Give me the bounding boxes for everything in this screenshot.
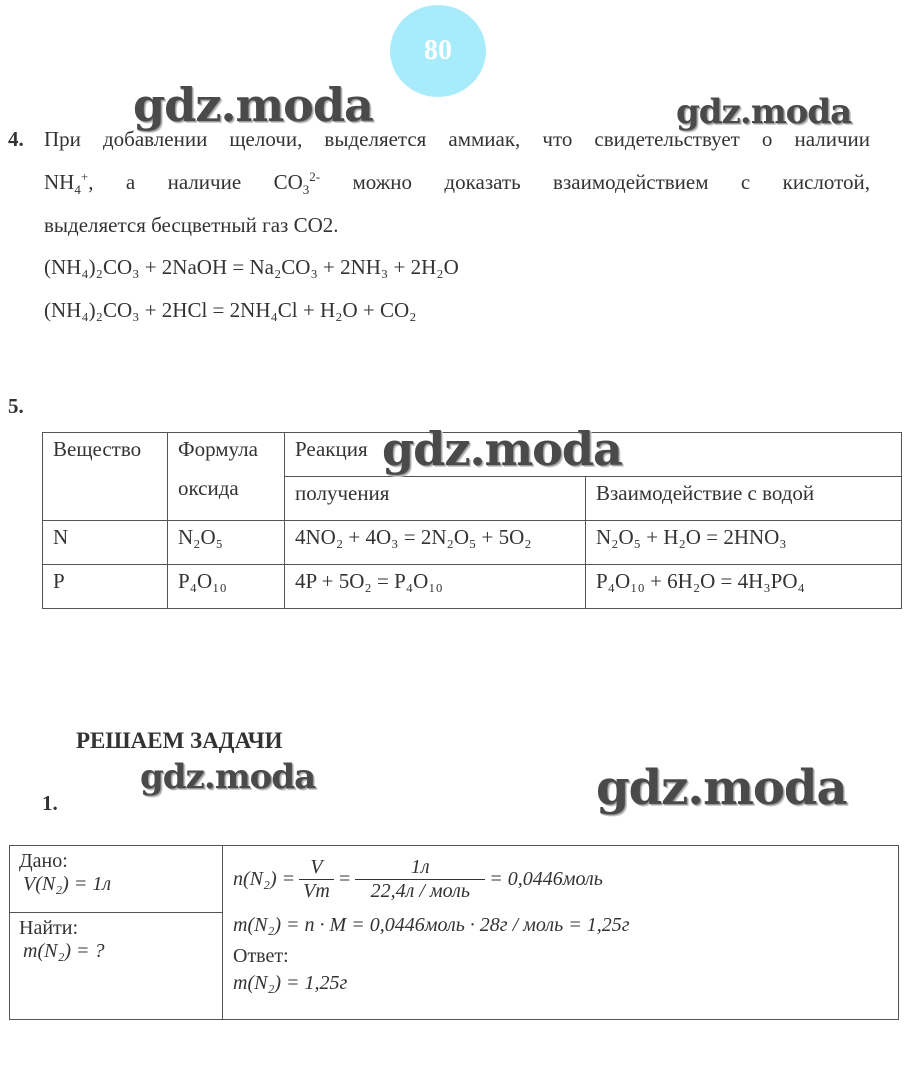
cell-substance: N: [43, 521, 168, 565]
header-with-water: Взаимодействие с водой: [586, 477, 902, 521]
find-label: Найти:: [19, 917, 79, 939]
watermark: gdz.moda: [596, 760, 847, 816]
task4-line3: выделяется бесцветный газ CO2.: [44, 213, 339, 237]
answer-value: m(N₂) = 1,25г: [233, 972, 348, 994]
cell-substance: P: [43, 565, 168, 609]
header-reaction: Реакция: [285, 433, 902, 477]
given-value: V(N₂) = 1л: [23, 873, 112, 895]
cell-water: P₄O₁₀ + 6H₂O = 4H₃PO₄: [586, 565, 902, 609]
header-formula: Формула оксида: [168, 433, 285, 521]
equation: (NH₄)₂CO₃ + 2HCl = 2NH₄Cl + H₂O + CO₂: [44, 298, 417, 322]
task-number: 5.: [8, 394, 24, 418]
watermark: gdz.moda: [140, 757, 316, 797]
watermark: gdz.moda: [382, 422, 622, 476]
table-row: [43, 521, 902, 565]
task4-line2: $NH_4^+$, а наличие $CO_3^{2-}$ можно доказать взаимодействием с кислотой,: [44, 169, 870, 198]
cell-water: N₂O₅ + H₂O = 2HNO₃: [586, 521, 902, 565]
given-label: Дано:: [19, 850, 68, 872]
fraction: $\frac{V}{Vm}$: [299, 856, 334, 903]
header-obtaining: получения: [285, 477, 586, 521]
problem-number: 1.: [42, 791, 58, 815]
problem-table: [9, 845, 899, 1020]
solution-line1: n(N₂) = $\frac{V}{Vm}$ = $\frac{1л}{\text{22,4л / моль}}$ = 0,0446моль: [233, 855, 603, 902]
cell-obtaining: 4NO₂ + 4O₃ = 2N₂O₅ + 5O₂: [285, 521, 586, 565]
solution-cell: [223, 846, 899, 1020]
answer-label: Ответ:: [233, 945, 289, 967]
equation: (NH₄)₂CO₃ + 2NaOH = Na₂CO₃ + 2NH₃ + 2H₂O: [44, 255, 459, 279]
task4-line1: При добавлении щелочи, выделяется аммиак, что свидетельствует о наличии: [44, 127, 870, 151]
header-substance: Вещество: [43, 433, 168, 521]
section-title: РЕШАЕМ ЗАДАЧИ: [76, 728, 283, 753]
cell-oxide: P₄O₁₀: [168, 565, 285, 609]
watermark: gdz.moda: [676, 92, 852, 132]
table-row: [43, 565, 902, 609]
task-number: 4.: [8, 127, 24, 151]
cell-oxide: N₂O₅: [168, 521, 285, 565]
fraction: $\frac{1л}{\text{22,4л / моль}}$: [355, 856, 485, 903]
page-number-badge: 80: [390, 5, 486, 97]
find-cell: [10, 913, 223, 1020]
watermark: gdz.moda: [133, 78, 373, 132]
solution-line2: m(N₂) = n · M = 0,0446моль · 28г / моль = 1,25г: [233, 914, 630, 936]
cell-obtaining: 4P + 5O₂ = P₄O₁₀: [285, 565, 586, 609]
find-value: m(N₂) = ?: [23, 940, 105, 962]
given-cell: [10, 846, 223, 913]
